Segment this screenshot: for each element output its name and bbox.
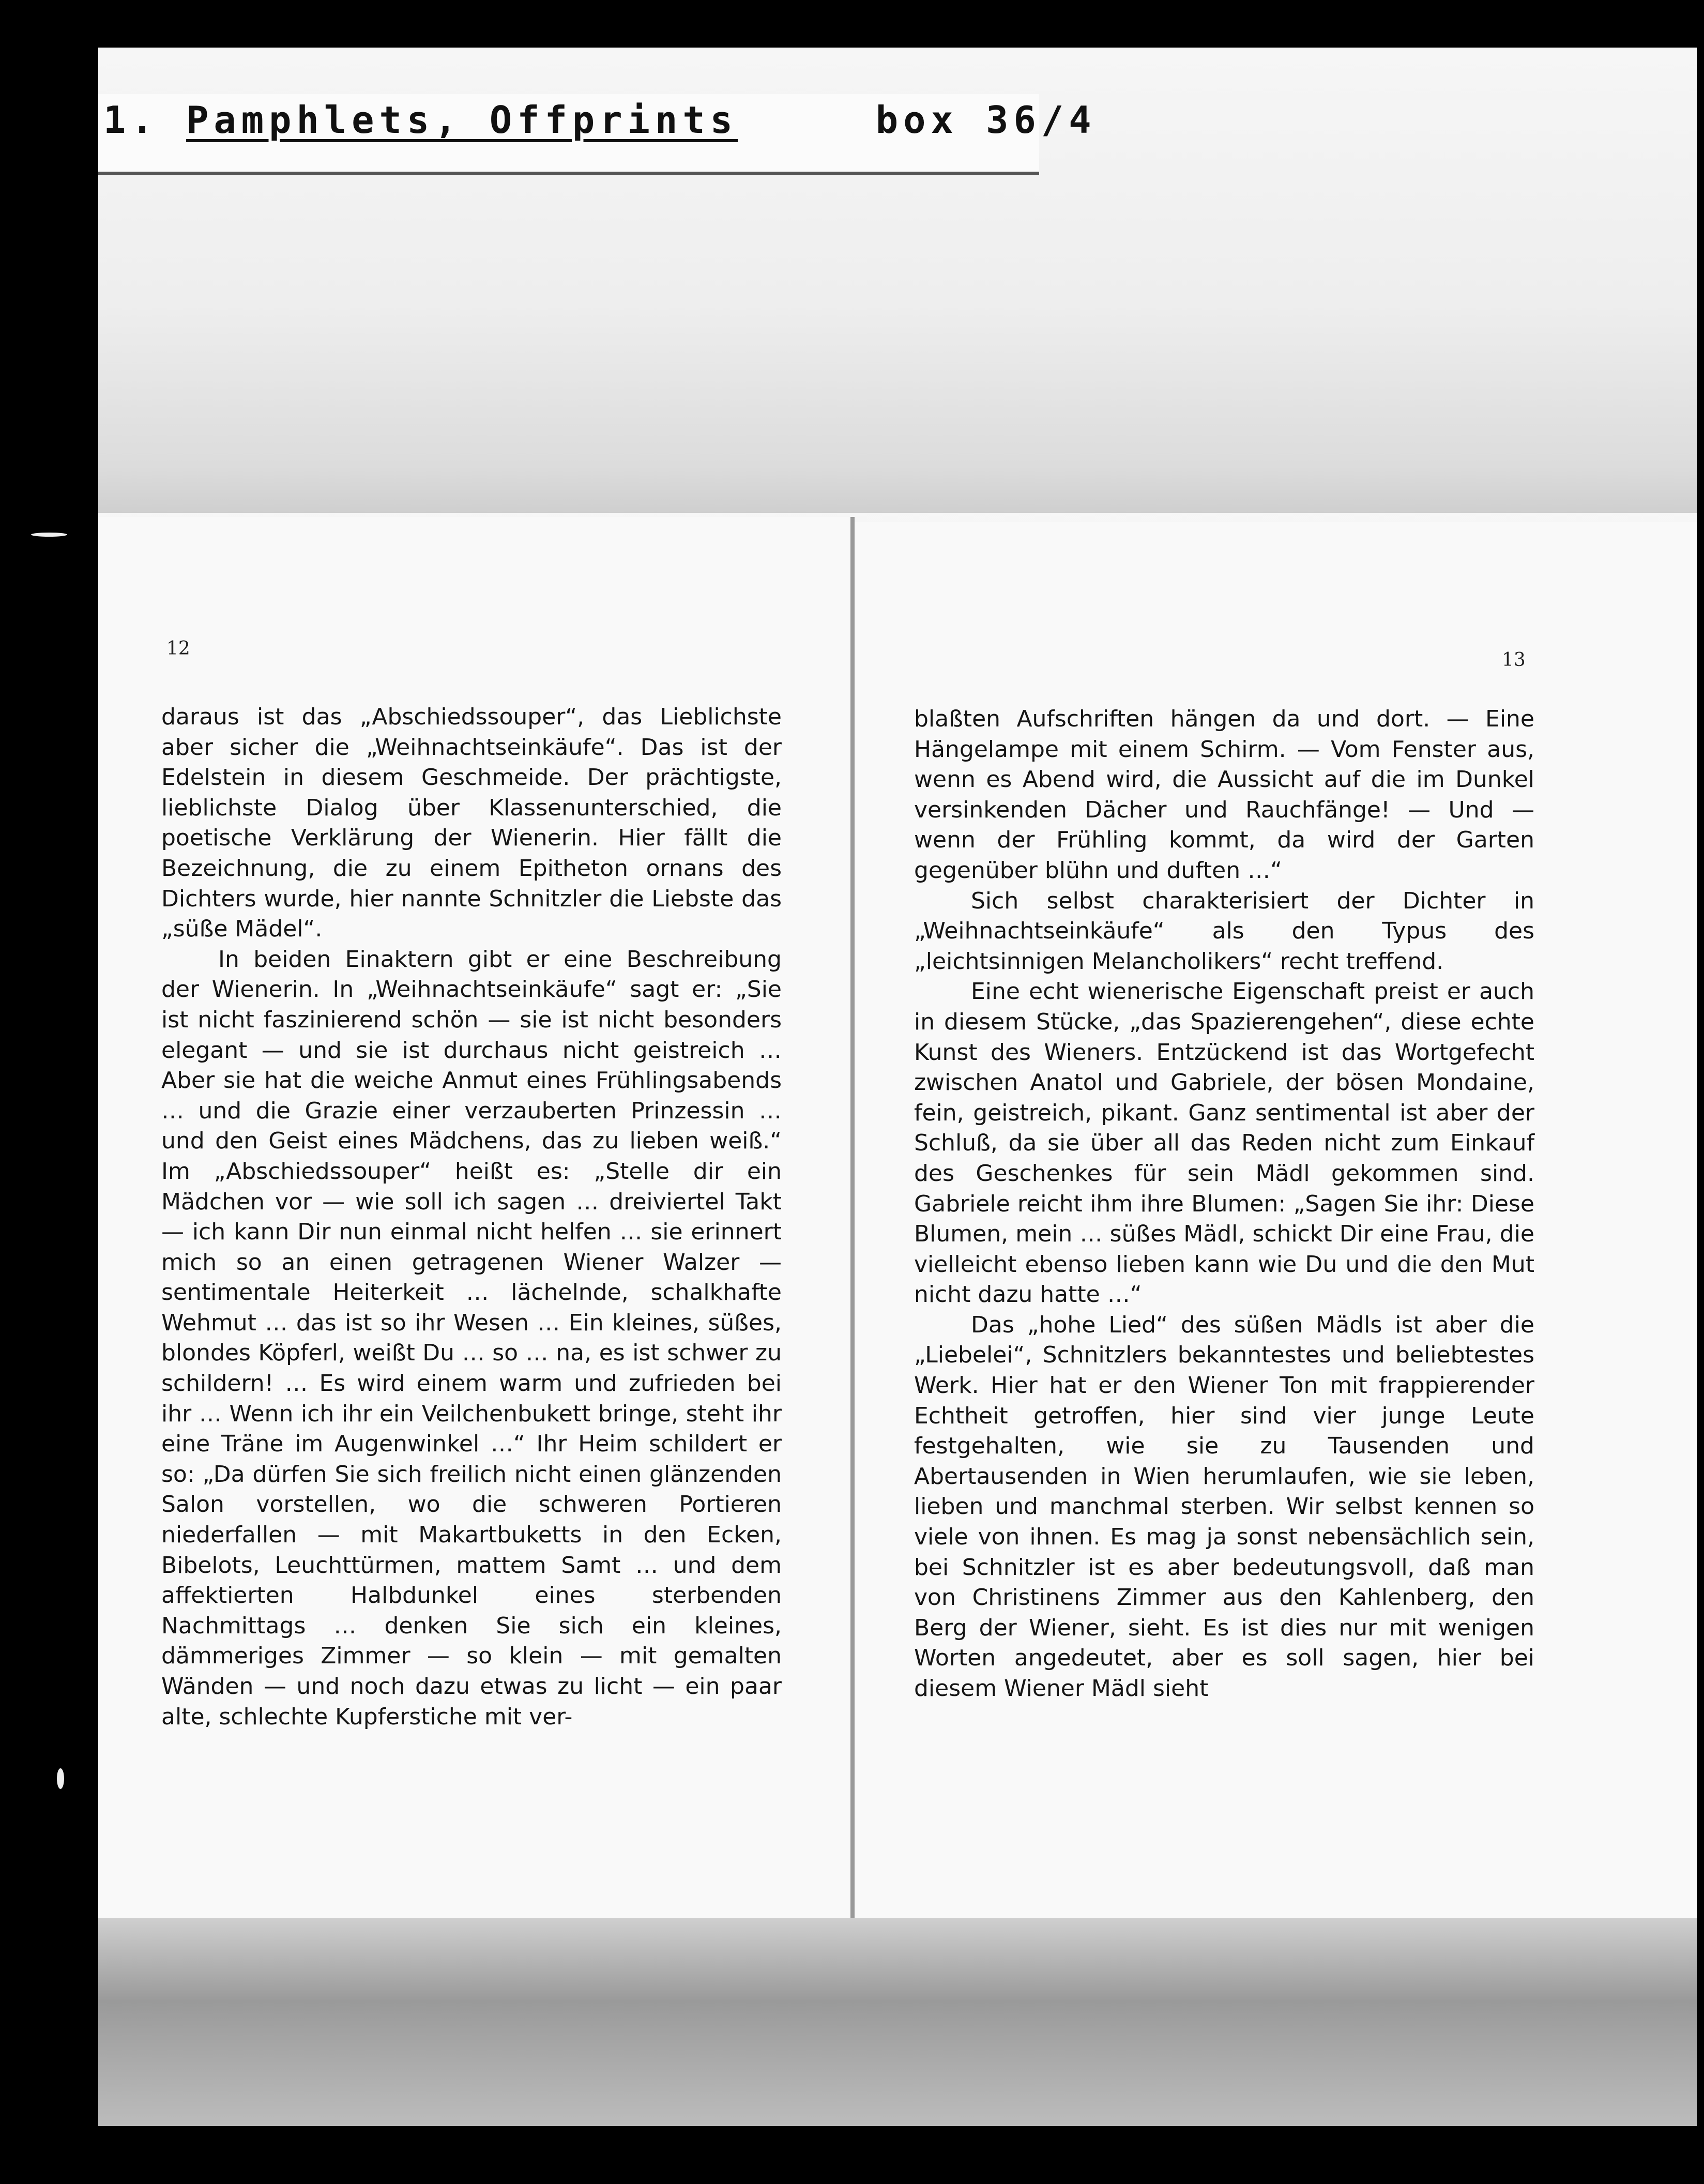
page-number-left: 12 — [166, 638, 190, 659]
scan-speck — [57, 1768, 64, 1789]
scan-speck — [31, 533, 67, 537]
paragraph: Eine echt wienerische Eigenschaft preist er auch in diesem Stücke, „das Spazierengehen“, diese echte Kunst des Wieners. Entzückend ist das Wortgefecht zwischen Anatol und Gabriele, der bösen Mondaine, fein, geistreich, pikant. Ganz sentimental ist aber der Schluß, da sie über all das Reden nicht zum Einkauf des Geschenkes für sein Mädl gekommen sind. Gabriele reicht ihm ihre Blumen: „Sagen Sie ihr: Diese Blumen, mein … süßes Mädl, schickt Dir eine Frau, die vielleicht ebenso lieben kann wie Du und die den Mut nicht dazu hatte …“ — [914, 978, 1534, 1308]
page-number-right: 13 — [1502, 649, 1526, 671]
paragraph: daraus ist das „Abschiedssouper“, das Lieblichste aber sicher die „Weihnachtseinkäufe“. Das ist der Edelstein in diesem Geschmeide. Der prächtigste, lieblichste Dialog über Klassenunterschied, die poetische Verklärung der Wienerin. Hier fällt die Bezeichnung, die zu einem Epitheton ornans des Dichters wurde, hier nannte Schnitzler die Liebste das „süße Mädel“. — [161, 704, 782, 943]
paragraph: Sich selbst charakterisiert der Dichter in „Weihnachtseinkäufe“ als den Typus des „leichtsinnigen Melancholikers“ recht treffend. — [914, 887, 1534, 975]
right-page-text — [914, 704, 1534, 1704]
bottom-shadow-band — [98, 1918, 1697, 2126]
label-title: Pamphlets, Offprints — [186, 98, 738, 142]
label-number: 1. — [103, 98, 159, 142]
left-page-text — [161, 702, 782, 1732]
archive-label — [103, 98, 1097, 142]
paragraph: Das „hohe Lied“ des süßen Mädls ist aber die „Liebelei“, Schnitzlers bekanntestes und beliebtestes Werk. Hier hat er den Wiener Ton mit frappierender Echtheit getroffen, hier sind vier junge Leute festgehalten, wie sie zu Tausenden und Abertausenden in Wien herumlaufen, wie sie leben, lieben und manchmal sterben. Wir selbst kennen so viele von ihnen. Es mag ja sonst nebensächlich sein, bei Schnitzler ist es aber bedeutungsvoll, daß man von Christinens Zimmer aus den Kahlenberg, den Berg der Wiener, sieht. Es ist dies nur mit wenigen Worten angedeutet, aber es soll sagen, hier bei diesem Wiener Mädl sieht — [914, 1311, 1534, 1702]
label-box: box 36/4 — [875, 98, 1097, 142]
paragraph: In beiden Einaktern gibt er eine Beschreibung der Wienerin. In „Weihnachtseinkäufe“ sagt er: „Sie ist nicht faszinierend schön — sie ist nicht besonders elegant — und sie ist durchaus nicht geistreich … Aber sie hat die weiche Anmut eines Frühlingsabends … und die Grazie einer verzauberten Prinzessin … und den Geist eines Mädchens, das zu lieben weiß.“ Im „Abschiedssouper“ heißt es: „Stelle dir ein Mädchen vor — wie soll ich sagen … dreiviertel Takt — ich kann Dir nun einmal nicht helfen … sie erinnert mich so an einen getragenen Wiener Walzer — sentimentale Heiterkeit … lächelnde, schalkhafte Wehmut … das ist so ihr Wesen … Ein kleines, süßes, blondes Köpferl, weißt Du … so … na, es ist schwer zu schildern! … Es wird einem warm und zufrieden bei ihr … Wenn ich ihr ein Veilchenbukett bringe, steht ihr eine Träne im Augenwinkel …“ Ihr Heim schildert er so: „Da dürfen Sie sich freilich nicht einen glänzenden Salon vorstellen, wo die schweren Portieren niederfallen — mit Makartbuketts in den Ecken, Bibelots, Leuchttürmen, mattem Samt … und dem affektierten Halbdunkel eines sterbenden Nachmittags … denken Sie sich ein kleines, dämmeriges Zimmer — so klein — mit gemalten Wänden — und noch dazu etwas zu licht — ein paar alte, schlechte Kupferstiche mit ver- — [161, 946, 782, 1730]
paragraph: blaßten Aufschriften hängen da und dort. — Eine Hängelampe mit einem Schirm. — Vom Fenster aus, wenn es Abend wird, die Aussicht auf die im Dunkel versinkenden Dächer und Rauchfänge! — Und — wenn der Frühling kommt, da wird der Garten gegenüber blühn und duften …“ — [914, 706, 1534, 884]
